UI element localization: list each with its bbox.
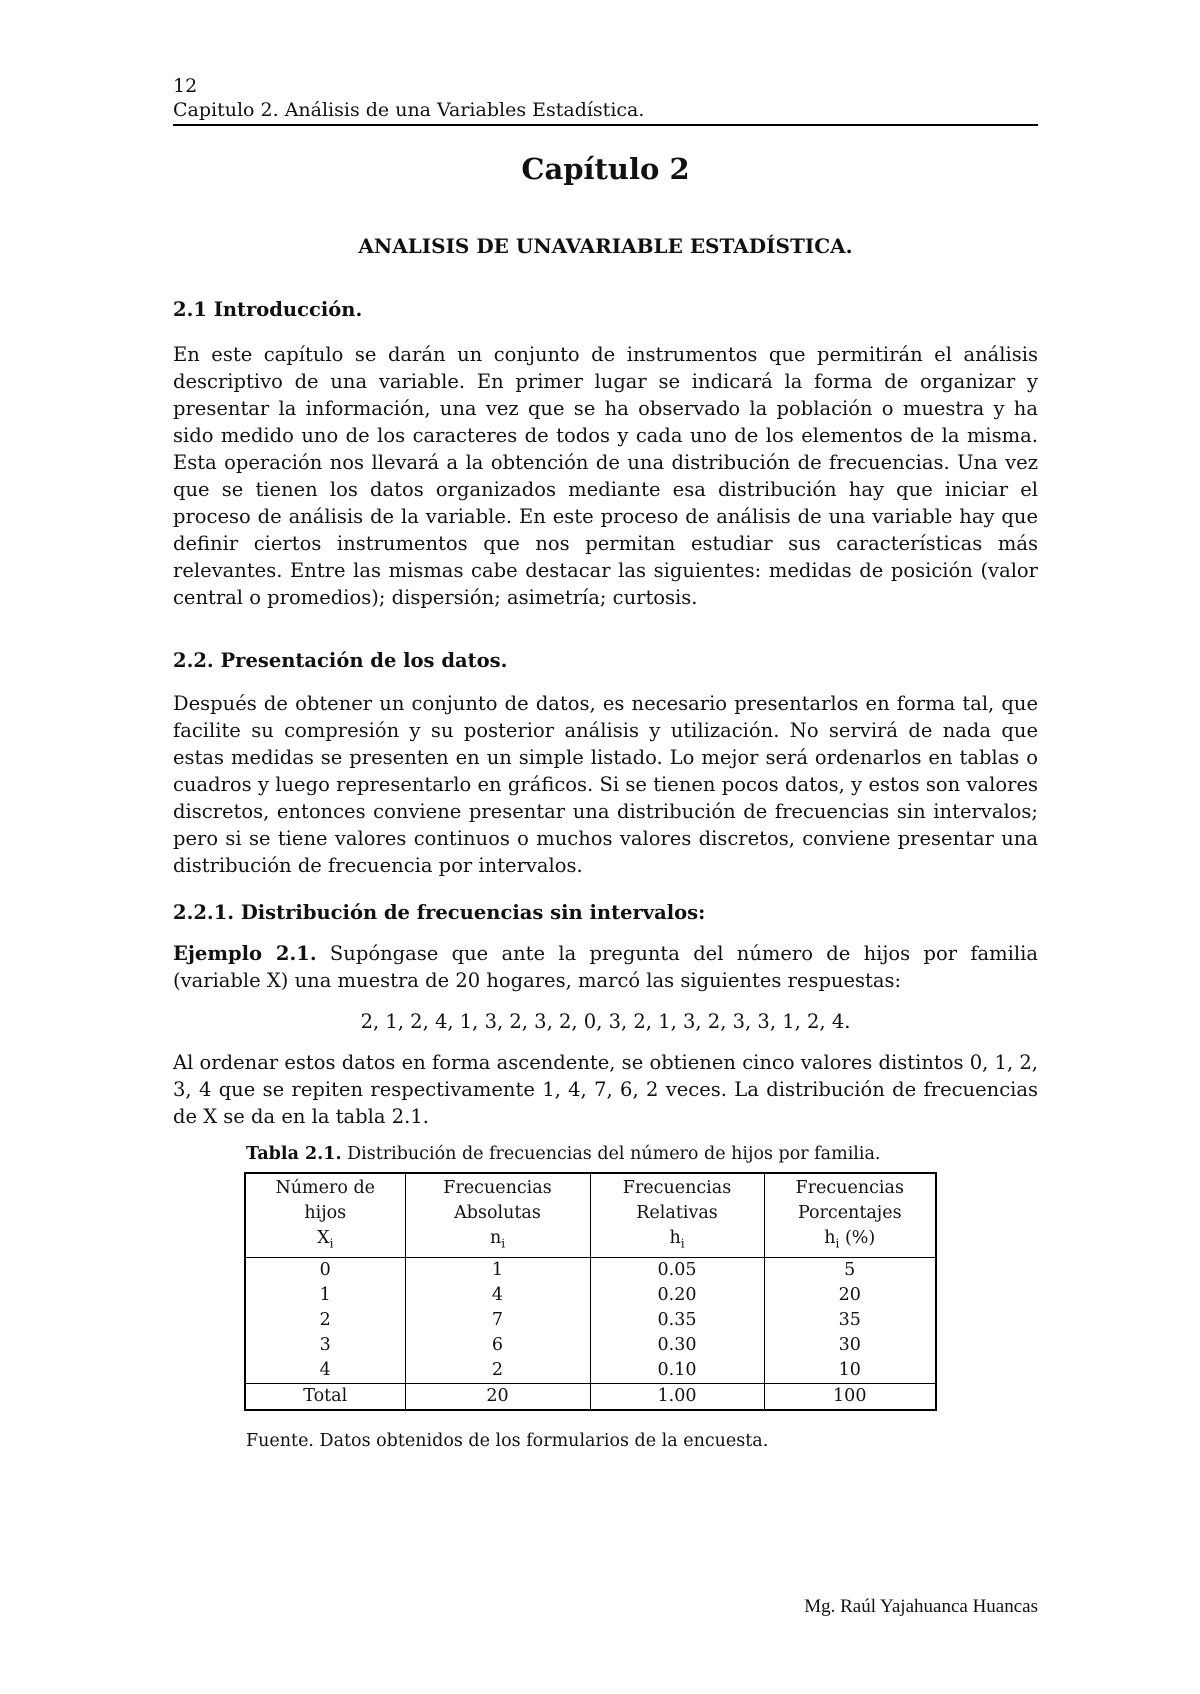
table-cell: 3 xyxy=(245,1333,405,1358)
table-cell: Total xyxy=(245,1383,405,1410)
chapter-subtitle: ANALISIS DE UNAVARIABLE ESTADÍSTICA. xyxy=(358,234,853,258)
data-series: 2, 1, 2, 4, 1, 3, 2, 3, 2, 0, 3, 2, 1, 3, 2, 3, 3, 1, 2, 4. xyxy=(360,1010,851,1033)
table-cell: 0.20 xyxy=(590,1283,764,1308)
table-cell: 5 xyxy=(764,1257,936,1283)
table-row xyxy=(245,1283,936,1308)
table-caption-label: Tabla 2.1. xyxy=(246,1144,342,1164)
table-cell: 7 xyxy=(405,1308,590,1333)
table-row xyxy=(245,1333,936,1358)
table-cell: 0.10 xyxy=(590,1358,764,1384)
table-total-row xyxy=(245,1383,936,1410)
example-paragraph xyxy=(173,940,1038,994)
table-cell: 10 xyxy=(764,1358,936,1384)
chapter-title: Capítulo 2 xyxy=(521,152,690,186)
table-cell: 4 xyxy=(245,1358,405,1384)
table-header-cell: Frecuencias Relativas $h_i$ xyxy=(590,1173,764,1257)
table-header-cell: Frecuencias Porcentajes $h_i$ (%) xyxy=(764,1173,936,1257)
table-source: Fuente. Datos obtenidos de los formularios de la encuesta. xyxy=(246,1430,769,1451)
document-page xyxy=(173,74,1038,1451)
table-cell: 1 xyxy=(405,1257,590,1283)
table-cell: 20 xyxy=(764,1283,936,1308)
table-caption xyxy=(246,1144,1038,1164)
running-header: Capitulo 2. Análisis de una Variables Estadística. xyxy=(173,99,645,121)
table-cell: 4 xyxy=(405,1283,590,1308)
intro-paragraph: En este capítulo se darán un conjunto de instrumentos que permitirán el análisis descriptivo de una variable. En primer lugar se indicará la forma de organizar y presentar la información, una vez que se ha observado la población o muestra y ha sido medido uno de los caracteres de todos y cada uno de los elementos de la misma. Esta operación nos llevará a la obtención de una distribución de frecuencias. Una vez que se tienen los datos organizados mediante esa distribución hay que iniciar el proceso de análisis de la variable. En este proceso de análisis de una variable hay que definir ciertos instrumentos que nos permitan estudiar sus características más relevantes. Entre las mismas cabe destacar las siguientes: medidas de posición (valor central o promedios); dispersión; asimetría; curtosis. xyxy=(173,343,1038,609)
table-cell: 35 xyxy=(764,1308,936,1333)
table-header-cell: Número de hijos $X_i$ xyxy=(245,1173,405,1257)
table-row xyxy=(245,1257,936,1283)
page-number: 12 xyxy=(173,75,198,97)
ordering-paragraph: Al ordenar estos datos en forma ascendente, se obtienen cinco valores distintos 0, 1, 2, 3, 4 que se repiten respectivamente 1, 4, 7, 6, 2 veces. La distribución de frecuencias de X se da en la tabla 2.1. xyxy=(173,1051,1038,1128)
table-cell: 0.35 xyxy=(590,1308,764,1333)
example-label: Ejemplo 2.1. xyxy=(173,942,317,965)
table-cell: 0 xyxy=(245,1257,405,1283)
table-cell: 0.30 xyxy=(590,1333,764,1358)
table-cell: 2 xyxy=(245,1308,405,1333)
table-cell: 1 xyxy=(245,1283,405,1308)
presentation-heading: 2.2. Presentación de los datos. xyxy=(173,649,508,672)
table-cell: 20 xyxy=(405,1383,590,1410)
table-header-row xyxy=(245,1173,936,1257)
table-header-cell: Frecuencias Absolutas $n_i$ xyxy=(405,1173,590,1257)
table-row xyxy=(245,1358,936,1384)
header-rule xyxy=(173,124,1038,126)
distribution-heading: 2.2.1. Distribución de frecuencias sin intervalos: xyxy=(173,901,706,924)
table-cell: 1.00 xyxy=(590,1383,764,1410)
table-cell: 30 xyxy=(764,1333,936,1358)
table-cell: 100 xyxy=(764,1383,936,1410)
table-caption-text: Distribución de frecuencias del número de hijos por familia. xyxy=(341,1144,881,1164)
table-cell: 2 xyxy=(405,1358,590,1384)
frequency-table xyxy=(244,1172,937,1411)
intro-heading: 2.1 Introducción. xyxy=(173,298,363,321)
table-row xyxy=(245,1308,936,1333)
table-cell: 0.05 xyxy=(590,1257,764,1283)
example-text: Supóngase que ante la pregunta del número de hijos por familia (variable X) una muestra de 20 hogares, marcó las siguientes respuestas: xyxy=(173,942,1038,992)
presentation-paragraph: Después de obtener un conjunto de datos, es necesario presentarlos en forma tal, que facilite su compresión y su posterior análisis y utilización. No servirá de nada que estas medidas se presenten en un simple listado. Lo mejor será ordenarlos en tablas o cuadros y luego representarlo en gráficos. Si se tienen pocos datos, y estos son valores discretos, entonces conviene presentar una distribución de frecuencias sin intervalos; pero si se tiene valores continuos o muchos valores discretos, conviene presentar una distribución de frecuencia por intervalos. xyxy=(173,692,1038,877)
table-cell: 6 xyxy=(405,1333,590,1358)
footer-author: Mg. Raúl Yajahuanca Huancas xyxy=(804,1596,1038,1617)
